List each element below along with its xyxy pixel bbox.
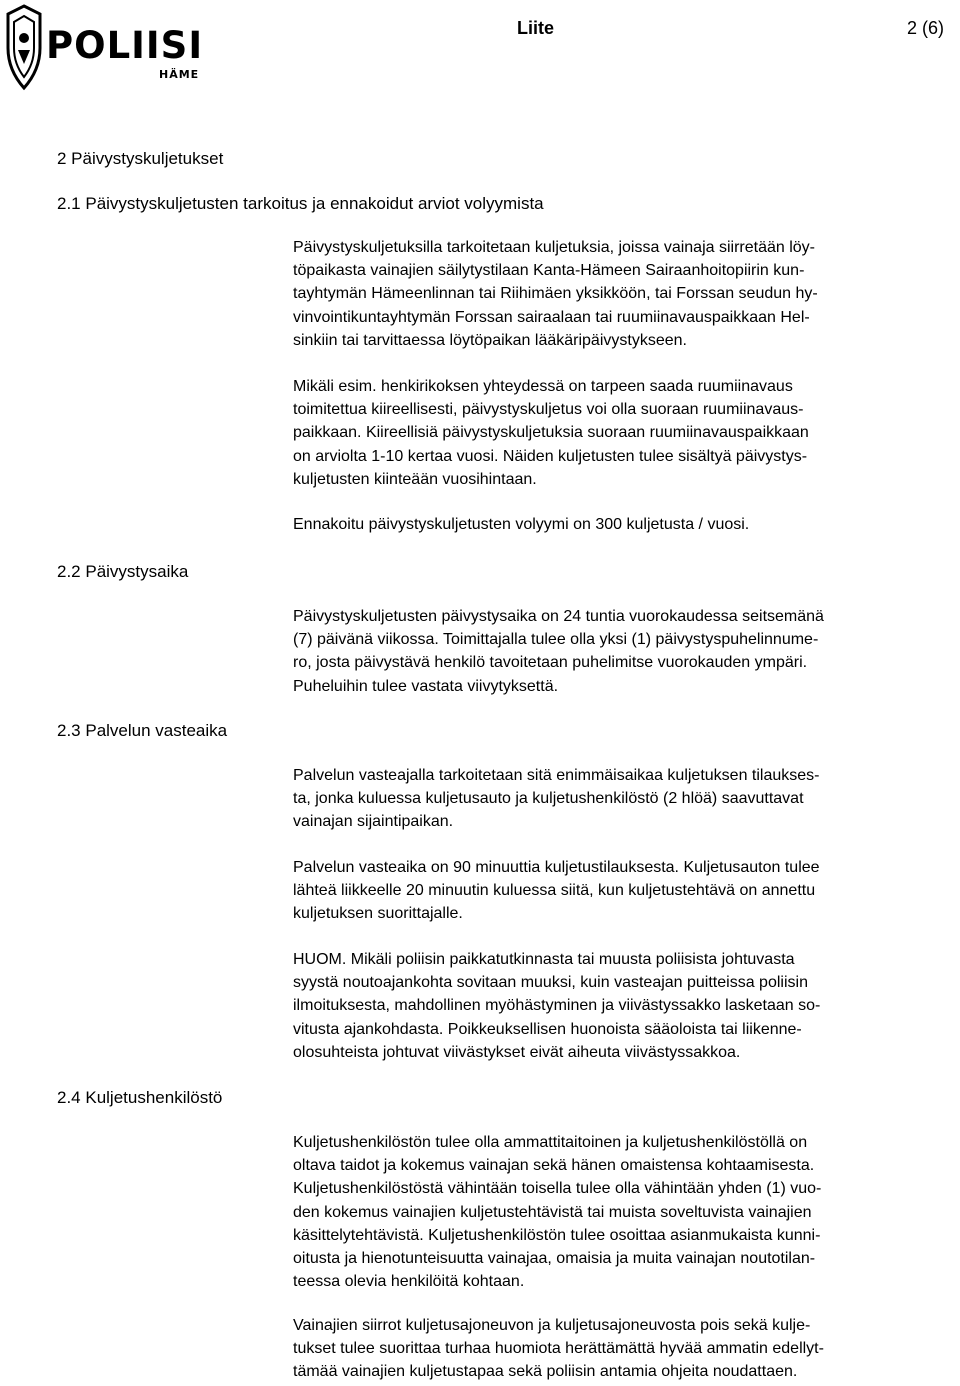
text-line: toimitettua kiireellisesti, päivystyskuljetus voi olla suoraan ruumiinavaus- bbox=[293, 401, 804, 419]
text-line: Päivystyskuljetuksilla tarkoitetaan kuljetuksia, joissa vainaja siirretään löy- bbox=[293, 239, 816, 256]
text-line: Mikäli esim. henkirikoksen yhteydessä on tarpeen saada ruumiinavaus bbox=[293, 378, 793, 395]
text-line: lähteä liikkeelle 20 minuutin kuluessa siitä, kun kuljetustehtävä on annettu bbox=[293, 882, 816, 900]
logo-region: HÄME bbox=[159, 68, 200, 81]
text-line: on arviolta 1-10 kertaa vuosi. Näiden kuljetusten tulee sisältyä päivystys- bbox=[293, 447, 808, 465]
paragraph-volume bbox=[293, 513, 953, 536]
paragraph-duty-time bbox=[293, 605, 953, 698]
logo-wordmark: POLIISI bbox=[46, 24, 204, 67]
text-line: Päivystyskuljetusten päivystysaika on 24 tuntia vuorokaudessa seitsemänä bbox=[293, 608, 824, 625]
text-line: syystä noutoajankohta sovitaan muuksi, kuin vasteajan puitteissa poliisin bbox=[293, 974, 808, 992]
text-line: vinvointikuntayhtymän Forssan sairaalaan tai ruumiinavauspaikkaan Hel- bbox=[293, 308, 810, 326]
text-line: teessa olevia henkilöitä kohtaan. bbox=[293, 1273, 525, 1291]
text-line: olosuhteista johtuvat viivästykset eivät aiheuta viivästyssakkoa. bbox=[293, 1043, 741, 1061]
text-line: ro, josta päivystävä henkilö tavoitetaan puhelimitse vuorokauden ympäri. bbox=[293, 654, 808, 672]
text-line: oltava taidot ja kokemus vainajan sekä hänen omaistensa kohtaamisesta. bbox=[293, 1157, 815, 1175]
text-line: sinkiin tai tarvittaessa löytöpaikan lääkäripäivystykseen. bbox=[293, 331, 687, 349]
text-line: den kokemus vainajien kuljetustehtävistä tai muista soveltuvista vainajien bbox=[293, 1203, 812, 1221]
text-line: tukset tulee suorittaa turhaa huomiota herättämättä hyvää ammatin edellyt- bbox=[293, 1340, 824, 1358]
text-line: vitusta ajankohdasta. Poikkeuksellisen huonoista sääoloista tai liikenne- bbox=[293, 1020, 802, 1038]
text-line: töpaikasta vainajien säilytystilaan Kanta-Hämeen Sairaanhoitopiirin kun- bbox=[293, 262, 805, 280]
police-logo bbox=[4, 4, 209, 92]
text-line: tämää vainajien kuljetustapaa sekä poliisin antamia ohjeita noudattaen. bbox=[293, 1363, 798, 1381]
section-heading-2-1: 2.1 Päivystyskuljetusten tarkoitus ja ennakoidut arviot volyymista bbox=[57, 194, 544, 213]
text-line: kuljetuksen suorittajalle. bbox=[293, 905, 463, 923]
text-line: Palvelun vasteaika on 90 minuuttia kuljetustilauksesta. Kuljetusauton tulee bbox=[293, 859, 820, 876]
section-heading-2: 2 Päivystyskuljetukset bbox=[57, 149, 224, 168]
paragraph-transfers bbox=[293, 1314, 953, 1384]
paragraph-response-definition bbox=[293, 764, 953, 834]
paragraph-urgent-transports bbox=[293, 375, 953, 491]
text-line: Kuljetushenkilöstöstä vähintään toisella tulee olla vähintään yhden (1) vuo- bbox=[293, 1180, 822, 1198]
text-line: Ennakoitu päivystyskuljetusten volyymi on 300 kuljetusta / vuosi. bbox=[293, 516, 750, 533]
text-line: kuljetusten kiinteään vuosihintaan. bbox=[293, 470, 537, 488]
text-line: (7) päivänä viikossa. Toimittajalla tulee olla yksi (1) päivystyspuhelinnume- bbox=[293, 631, 819, 649]
paragraph-note bbox=[293, 948, 953, 1064]
section-heading-2-3: 2.3 Palvelun vasteaika bbox=[57, 721, 228, 740]
paragraph-response-time bbox=[293, 856, 953, 926]
text-line: vainajan sijaintipaikan. bbox=[293, 813, 454, 831]
text-line: paikkaan. Kiireellisiä päivystyskuljetuksia suoraan ruumiinavauspaikkaan bbox=[293, 424, 809, 442]
text-line: ta, jonka kuluessa kuljetusauto ja kuljetushenkilöstö (2 hlöä) saavuttavat bbox=[293, 790, 804, 808]
section-heading-2-4: 2.4 Kuljetushenkilöstö bbox=[57, 1088, 223, 1107]
text-line: ilmoituksesta, mahdollinen myöhästyminen ja viivästyssakko lasketaan so- bbox=[293, 997, 821, 1015]
document-label: Liite bbox=[517, 18, 555, 38]
text-line: Palvelun vasteajalla tarkoitetaan sitä enimmäisaikaa kuljetuksen tilaukses- bbox=[293, 767, 820, 784]
page-number: 2 (6) bbox=[907, 18, 945, 38]
text-line: käsittelytehtävistä. Kuljetushenkilöstön tulee osoittaa asianmukaista kunni- bbox=[293, 1226, 821, 1244]
text-line: Kuljetushenkilöstön tulee olla ammattitaitoinen ja kuljetushenkilöstöllä on bbox=[293, 1134, 808, 1151]
paragraph-personnel bbox=[293, 1131, 953, 1293]
text-line: HUOM. Mikäli poliisin paikkatutkinnasta tai muusta poliisista johtuvasta bbox=[293, 951, 795, 968]
text-line: tayhtymän Hämeenlinnan tai Riihimäen yksikköön, tai Forssan seudun hy- bbox=[293, 285, 818, 303]
text-line: Puheluihin tulee vastata viivytyksettä. bbox=[293, 677, 559, 695]
text-line: oitusta ja hienotunteisuutta vainajaa, omaisia ja muita vainajan noutotilan- bbox=[293, 1250, 816, 1268]
section-heading-2-2: 2.2 Päivystysaika bbox=[57, 562, 189, 581]
police-badge-icon bbox=[4, 4, 44, 92]
text-line: Vainajien siirrot kuljetusajoneuvon ja kuljetusajoneuvosta pois sekä kulje- bbox=[293, 1317, 811, 1334]
paragraph-purpose bbox=[293, 236, 953, 352]
